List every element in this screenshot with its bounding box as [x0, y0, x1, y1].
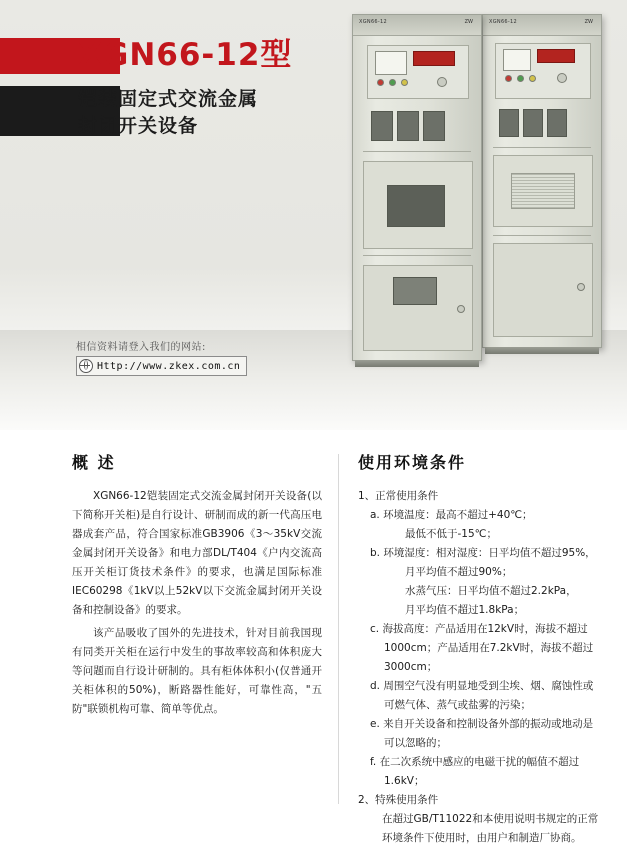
- list-item: 在超过GB/T11022和本使用说明书规定的正常环境条件下使用时，由用户和制造厂协商。: [382, 813, 599, 844]
- cabinet-left-label-secondary: ZW: [464, 19, 473, 25]
- list-item: 水蒸气压：日平均值不超过2.2kPa，: [405, 585, 577, 597]
- column-divider: [338, 454, 339, 804]
- product-title: XGN66-12型: [78, 37, 293, 73]
- product-subtitle-line1: 铠装固定式交流金属: [78, 88, 259, 110]
- cabinet-right-door-handle: [577, 283, 585, 291]
- cabinet-left-knob: [437, 77, 447, 87]
- cabinet-right-knob: [557, 73, 567, 83]
- overview-column: [72, 450, 322, 723]
- switchgear-cabinet-right: [482, 14, 602, 348]
- cabinet-right-label-secondary: ZW: [584, 19, 593, 25]
- list-item: a. 环境温度：最高不超过+40℃；: [370, 509, 533, 521]
- website-url: Http://www.zkex.com.cn: [97, 360, 241, 372]
- environment-column: [358, 450, 600, 848]
- globe-icon: [79, 359, 93, 373]
- list-item: b. 环境湿度：相对湿度：日平均值不超过95%，: [370, 547, 596, 559]
- cabinet-right-meter-1: [503, 49, 531, 71]
- switchgear-cabinet-left: [352, 14, 482, 361]
- environment-title: 使用环境条件: [358, 453, 467, 472]
- list-item: e. 来自开关设备和控制设备外部的振动或地动是可以忽略的；: [370, 718, 594, 749]
- overview-title: 概 述: [72, 453, 116, 472]
- list-item: 2、特殊使用条件: [358, 794, 439, 806]
- list-item: 最低不低于-15℃；: [405, 528, 497, 540]
- cabinet-left-meter-1: [375, 51, 407, 75]
- list-item: 月平均值不超过90%；: [405, 566, 513, 578]
- overview-paragraph-1: XGN66-12铠装固定式交流金属封闭开关设备(以下简称开关柜)是自行设计、研制而成的新一代高压电器成套产品，符合国家标准GB3906《3～35kV交流金属封闭开关设备》和电力部DL/T404《户内交流高压开关柜订货技术条件》的要求，也满足国际标准IEC60298《1kV以上52kV以下交流金属封闭开关设备和控制设备》的要求。: [72, 490, 322, 616]
- cabinet-left-viewing-window: [387, 185, 445, 227]
- cabinet-left-door-seam-1: [363, 151, 471, 152]
- list-item: c. 海拔高度：产品适用在12kV时，海拔不超过1000cm；产品适用在7.2kV时，海拔不超过3000cm；: [370, 623, 594, 673]
- cabinet-right-lamp-red: [505, 75, 512, 82]
- cabinet-left-base: [355, 360, 479, 367]
- cabinet-right-lamp-amber: [529, 75, 536, 82]
- website-note: 相信资料请登入我们的网站:: [76, 342, 206, 353]
- cabinet-left-lamp-red: [377, 79, 384, 86]
- list-item: 1、正常使用条件: [358, 490, 439, 502]
- cabinet-left-label: XGN66-12: [359, 19, 387, 25]
- website-url-box[interactable]: [76, 356, 247, 376]
- cabinet-left-indicator-strip: [413, 51, 455, 66]
- content-area: [0, 430, 627, 844]
- cabinet-right-lamp-green: [517, 75, 524, 82]
- cabinet-right-indicator-strip: [537, 49, 575, 63]
- cabinet-right-relay-1: [499, 109, 519, 137]
- cabinet-left-lamp-amber: [401, 79, 408, 86]
- cabinet-left-lamp-green: [389, 79, 396, 86]
- cabinet-right-vent: [511, 173, 575, 209]
- product-subtitle-line2: 封闭开关设备: [78, 115, 199, 137]
- switchgear-illustration: [352, 14, 602, 369]
- cabinet-right-door-seam-2: [493, 235, 591, 236]
- cabinet-left-relay-1: [371, 111, 393, 141]
- cabinet-right-door-seam-1: [493, 147, 591, 148]
- cabinet-right-label: XGN66-12: [489, 19, 517, 25]
- cabinet-left-door-handle: [457, 305, 465, 313]
- cabinet-left-door-seam-2: [363, 255, 471, 256]
- list-item: 月平均值不超过1.8kPa；: [405, 604, 525, 616]
- overview-paragraph-2: 该产品吸收了国外的先进技术，针对目前我国现有同类开关柜在运行中发生的事故率较高和体积庞大等问题而自行设计研制的。具有柜体体积小(仅普通开关柜体积的50%)，断路器性能好，可靠性高，"五防"联锁机构可靠、简单等优点。: [72, 627, 322, 715]
- cabinet-right-base: [485, 347, 599, 354]
- list-item: f. 在二次系统中感应的电磁干扰的幅值不超过1.6kV；: [370, 756, 580, 787]
- list-item: d. 周围空气没有明显地受到尘埃、烟、腐蚀性或可燃气体、蒸气或盐雾的污染；: [370, 680, 594, 711]
- cabinet-right-relay-3: [547, 109, 567, 137]
- cabinet-left-lower-window: [393, 277, 437, 305]
- cabinet-right-relay-2: [523, 109, 543, 137]
- cabinet-left-relay-2: [397, 111, 419, 141]
- cabinet-left-relay-3: [423, 111, 445, 141]
